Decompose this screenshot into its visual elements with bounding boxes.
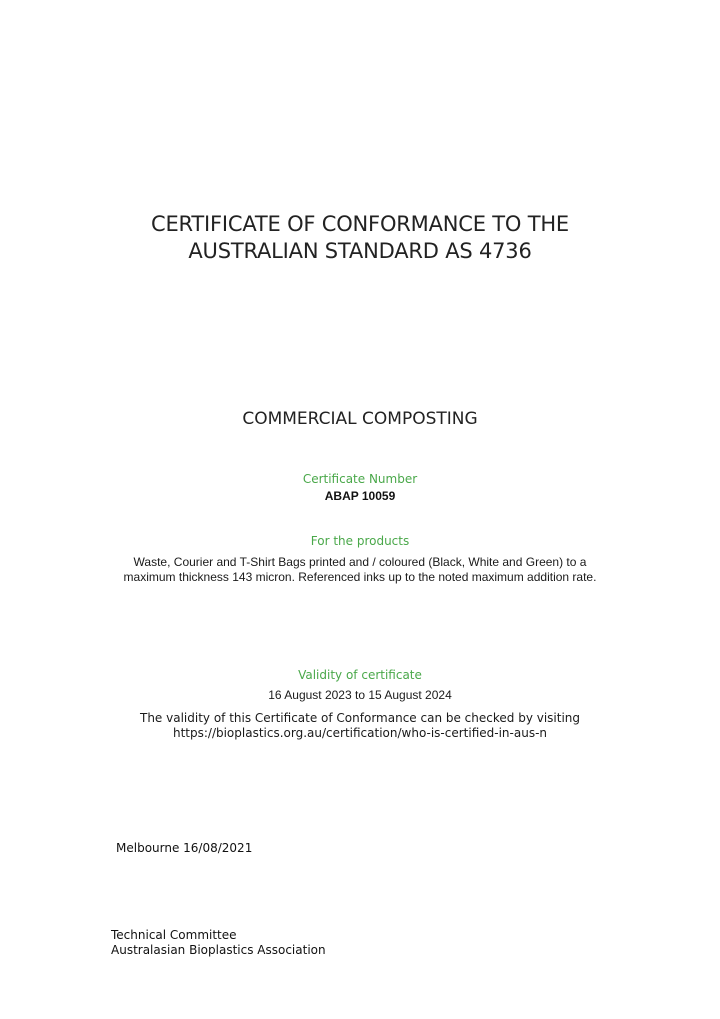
validity-dates: 16 August 2023 to 15 August 2024 bbox=[268, 688, 452, 702]
validity-url: https://bioplastics.org.au/certification/who-is-certified-in-aus-n bbox=[172, 726, 548, 740]
certificate-title-line-2: AUSTRALIAN STANDARD AS 4736 bbox=[188, 239, 532, 263]
validity-note-line-1: The validity of this Certificate of Conformance can be checked by visiting bbox=[139, 711, 581, 725]
signatory-organisation: Australasian Bioplastics Association bbox=[111, 943, 326, 957]
products-description bbox=[0, 555, 720, 585]
place-and-date: Melbourne 16/08/2021 bbox=[116, 841, 253, 855]
validity-label: Validity of certificate bbox=[298, 668, 422, 682]
certificate-title-line-1: CERTIFICATE OF CONFORMANCE TO THE bbox=[151, 212, 569, 236]
validity-note bbox=[0, 711, 720, 741]
scheme-heading: COMMERCIAL COMPOSTING bbox=[242, 409, 478, 429]
products-description-line-1: Waste, Courier and T-Shirt Bags printed and / coloured (Black, White and Green) to a bbox=[133, 555, 587, 569]
products-description-line-2: maximum thickness 143 micron. Referenced inks up to the noted maximum addition rate. bbox=[123, 570, 597, 584]
certificate-number-label: Certificate Number bbox=[302, 472, 418, 486]
signatory-committee: Technical Committee bbox=[111, 928, 237, 942]
certificate-title bbox=[0, 211, 720, 265]
products-label: For the products bbox=[310, 534, 410, 548]
certificate-number: ABAP 10059 bbox=[324, 489, 396, 503]
signatory-block bbox=[111, 928, 326, 958]
